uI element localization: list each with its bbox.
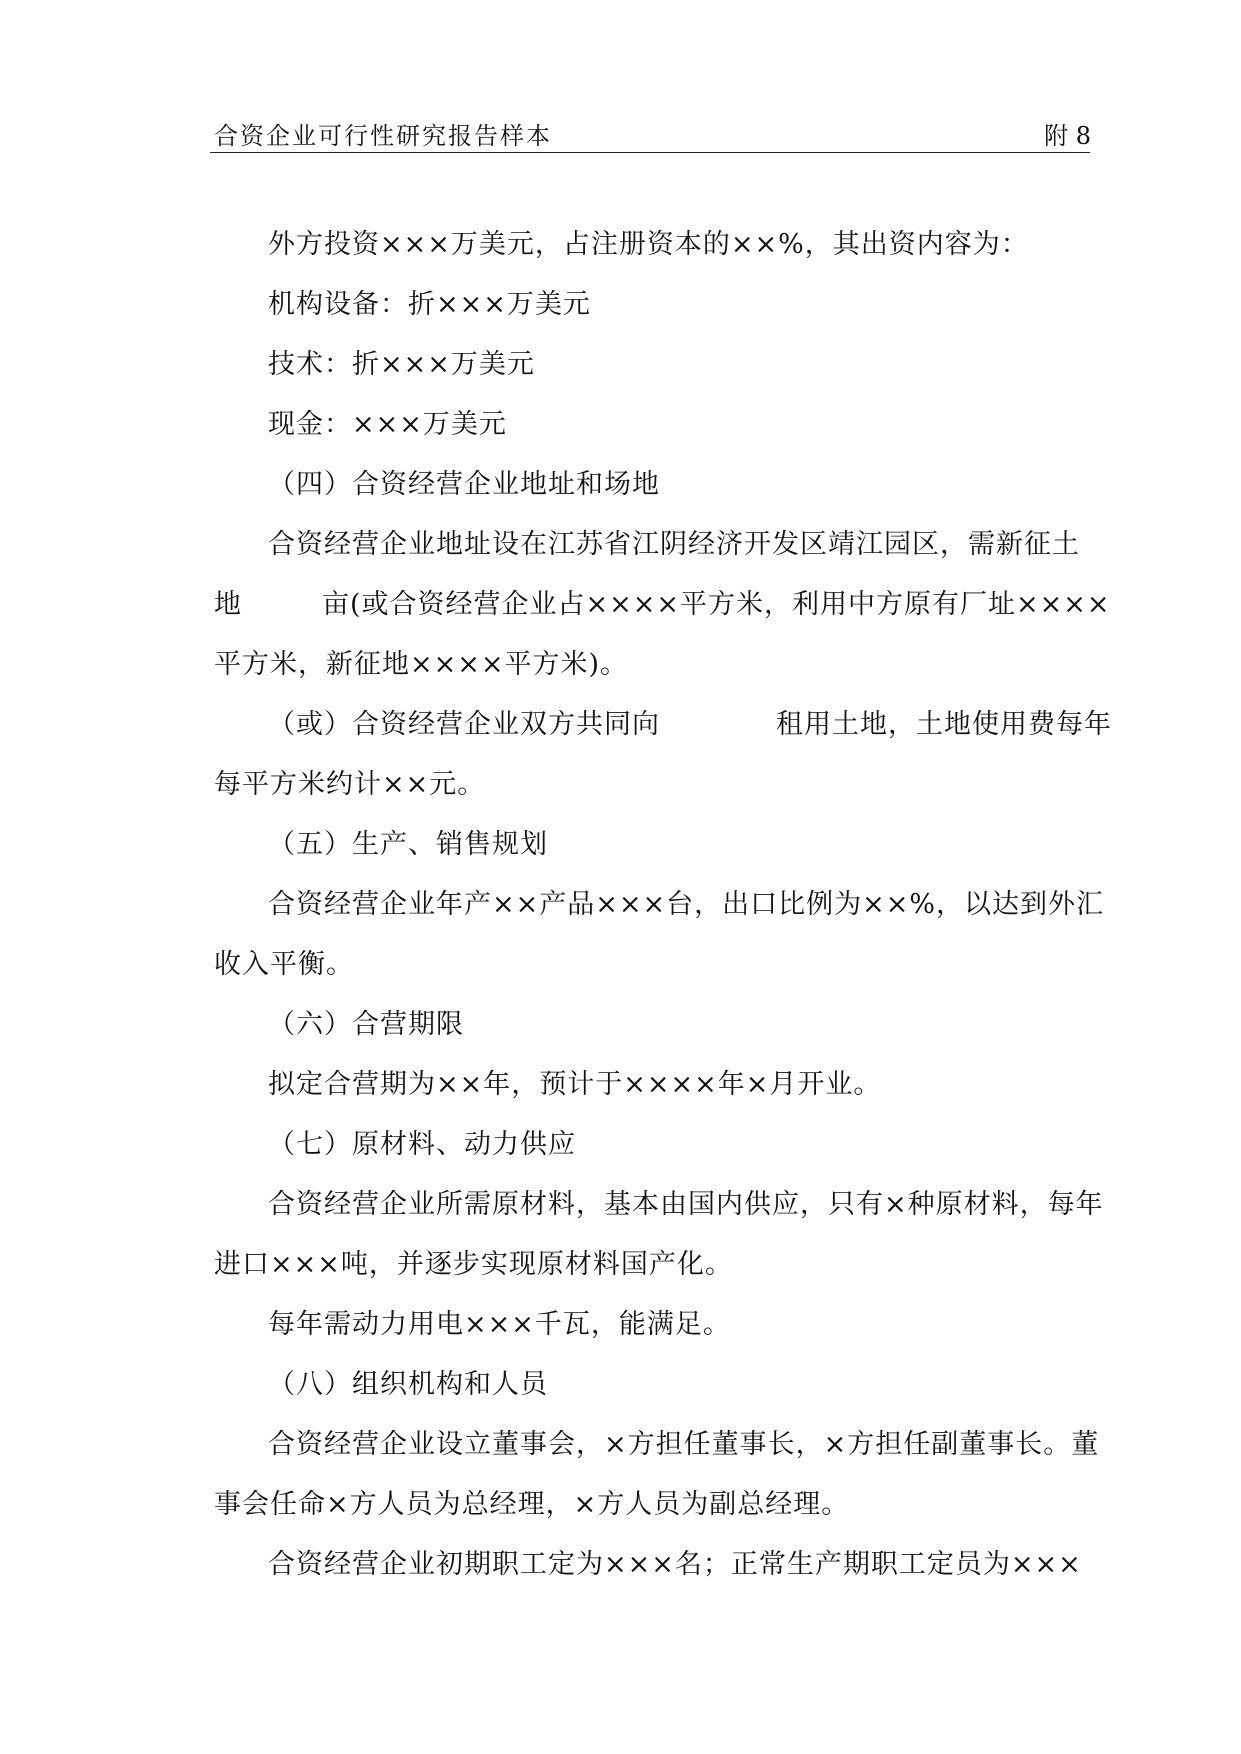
header-divider xyxy=(210,152,1090,153)
text-fragment: （或）合资经营企业双方共同向 xyxy=(268,709,660,740)
body-line-staffing: 合资经营企业初期职工定为×××名；正常生产期职工定员为××× xyxy=(268,1549,1082,1580)
body-line-address-3: 平方米，新征地××××平方米)。 xyxy=(214,649,629,680)
body-line-foreign-investment: 外方投资×××万美元，占注册资本的××%，其出资内容为： xyxy=(268,229,1029,260)
section-heading-address: （四）合资经营企业地址和场地 xyxy=(268,469,660,500)
body-line-cash: 现金：×××万美元 xyxy=(268,409,507,440)
body-line-address-2 xyxy=(214,588,1111,622)
body-line-materials-2: 进口×××吨，并逐步实现原材料国产化。 xyxy=(214,1249,733,1280)
body-line-production-2: 收入平衡。 xyxy=(214,949,354,980)
body-line-lease-1 xyxy=(268,708,1112,742)
page-header-appendix: 附 8 xyxy=(1044,122,1091,150)
section-heading-materials: （七）原材料、动力供应 xyxy=(268,1129,576,1160)
section-heading-production: （五）生产、销售规划 xyxy=(268,829,548,860)
body-line-equipment: 机构设备：折×××万美元 xyxy=(268,289,591,320)
page-header-title: 合资企业可行性研究报告样本 xyxy=(214,122,552,150)
body-line-address-1: 合资经营企业地址设在江苏省江阴经济开发区靖江园区，需新征土 xyxy=(268,529,1080,560)
text-fragment: 亩(或合资经营企业占××××平方米，利用中方原有厂址×××× xyxy=(322,589,1111,620)
text-fragment: 地 xyxy=(214,589,242,620)
body-line-materials-1: 合资经营企业所需原材料，基本由国内供应，只有×种原材料，每年 xyxy=(268,1189,1104,1220)
section-heading-organization: （八）组织机构和人员 xyxy=(268,1369,548,1400)
body-line-lease-2: 每平方米约计××元。 xyxy=(214,769,486,800)
section-heading-term: （六）合营期限 xyxy=(268,1009,464,1040)
body-line-organization-2: 事会任命×方人员为总经理，×方人员为副总经理。 xyxy=(214,1489,850,1520)
body-line-production-1: 合资经营企业年产××产品×××台，出口比例为××%，以达到外汇 xyxy=(268,889,1105,920)
body-line-organization-1: 合资经营企业设立董事会，×方担任董事长，×方担任副董事长。董 xyxy=(268,1429,1100,1460)
body-line-term: 拟定合营期为××年，预计于××××年×月开业。 xyxy=(268,1069,882,1100)
text-fragment: 租用土地，土地使用费每年 xyxy=(776,709,1112,740)
body-line-power: 每年需动力用电×××千瓦，能满足。 xyxy=(268,1309,731,1340)
body-line-technology: 技术：折×××万美元 xyxy=(268,349,535,380)
